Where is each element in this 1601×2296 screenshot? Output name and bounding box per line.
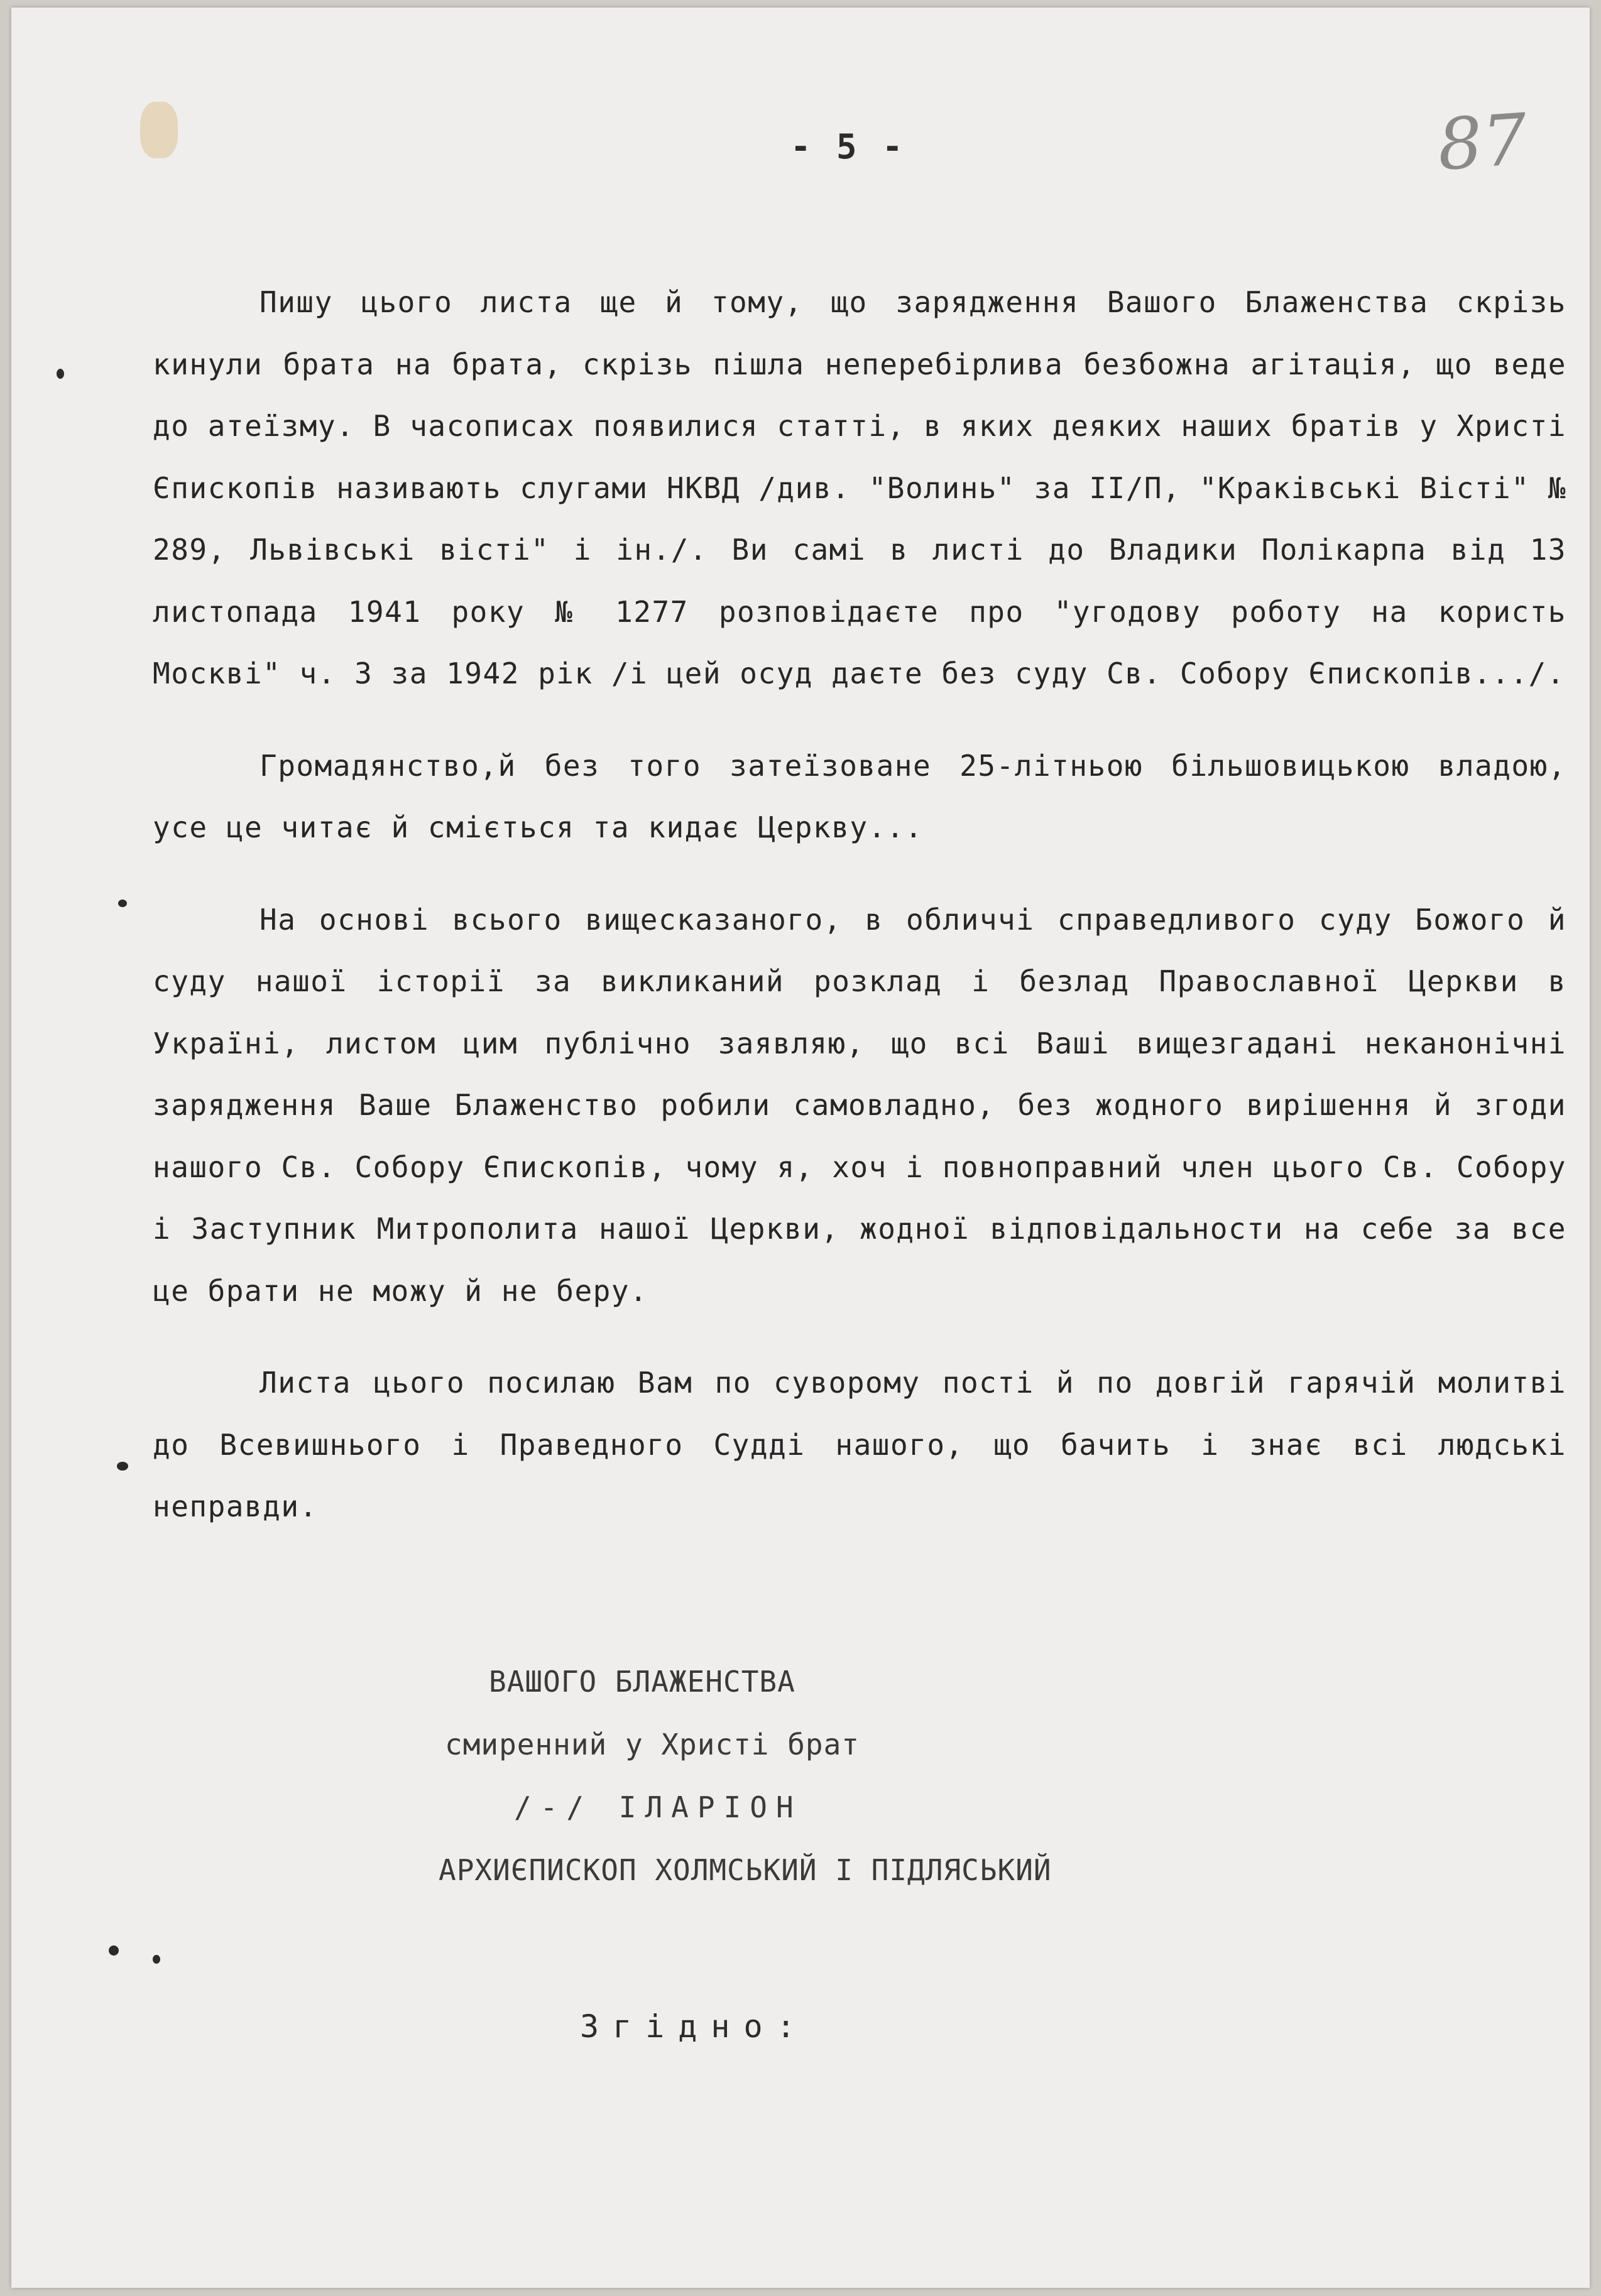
ink-speck bbox=[109, 1945, 119, 1956]
paper-stain bbox=[140, 102, 178, 158]
agreed-label: Згідно: bbox=[580, 2008, 809, 2045]
signature-salutation: ВАШОГО БЛАЖЕНСТВА bbox=[489, 1665, 795, 1699]
paragraph: На основі всього вищесказаного, в обличчі справедливого суду Божого й суду нашої історії за викликаний розклад і безлад Православної Церкви в Україні, листом цим публічно заявляю, що всі Ваші вищезгадані неканонічні зарядження Ваше Блаженство робили самовладно, без жодного вирішення й згоди нашого Св. Собору Єпископів, чому я, хоч і повноправний член цього Св. Собору і Заступник Митрополита нашої Церкви, жодної відповідальности на себе за все це брати не можу й не беру. bbox=[153, 902, 1566, 1308]
document-page bbox=[11, 8, 1590, 2288]
ink-speck bbox=[153, 1955, 160, 1964]
ink-speck bbox=[117, 1462, 128, 1471]
signature-name: /-/ ІЛАРІОН bbox=[514, 1790, 802, 1824]
signature-block bbox=[439, 1650, 1052, 1902]
ink-speck bbox=[57, 369, 64, 379]
page-number: - 5 - bbox=[790, 127, 905, 166]
paragraph: Листа цього посилаю Вам по суворому пості й по довгій гарячій молитві до Всевишнього і Праведного Судді нашого, що бачить і знає всі людські неправди. bbox=[153, 1366, 1566, 1523]
ink-speck bbox=[118, 900, 127, 907]
signature-title: АРХИЄПИСКОП ХОЛМСЬКИЙ І ПІДЛЯСЬКИЙ bbox=[439, 1853, 1052, 1887]
signature-closing: смиренний у Христі брат bbox=[445, 1727, 860, 1761]
archive-folio-number: 87 bbox=[1434, 99, 1530, 187]
paragraph: Пишу цього листа ще й тому, що зарядження Вашого Блаженства скрізь кинули брата на брата, скрізь пішла неперебірлива безбожна агітація, що веде до атеїзму. В часописах появилися статті, в яких деяких наших братів у Христі Єпископів називають слугами НКВД /див. "Волинь" за II/П, "Краківські Вісті" № 289, Львівські вісті" і ін./. Ви самі в листі до Владики Полікарпа від 13 листопада 1941 року № 1277 розповідаєте про "угодову роботу на користь Москві" ч. 3 за 1942 рік /і цей осуд даєте без суду Св. Собору Єпископів.../. bbox=[153, 285, 1566, 690]
paragraph: Громадянство,й без того затеїзоване 25-літньою більшовицькою владою, усе це читає й сміється та кидає Церкву... bbox=[153, 748, 1566, 844]
letter-body bbox=[153, 271, 1566, 1568]
